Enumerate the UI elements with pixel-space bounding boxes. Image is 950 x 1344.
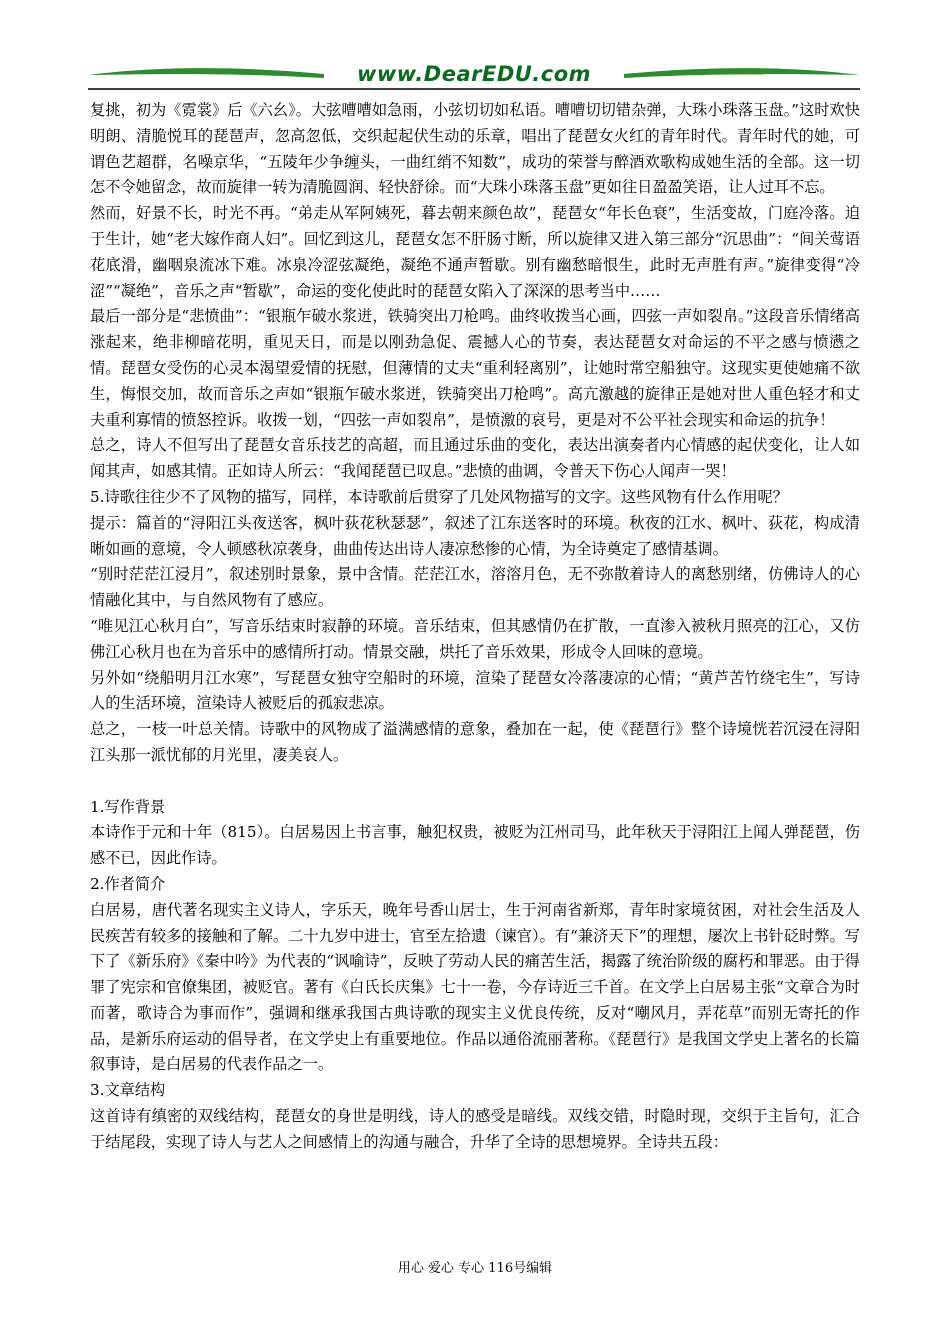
blank-line [90, 769, 860, 795]
paragraph: 另外如“绕船明月江水寒”，写琵琶女独守空船时的环境，渲染了琵琶女冷落凄凉的心情；“黄芦苦竹绕宅生”，写诗人的生活环境，渲染诗人被贬后的孤寂悲凉。 [90, 668, 860, 713]
paragraph: 2.作者简介 [90, 874, 166, 893]
paragraph: 最后一部分是“悲愤曲”：“银瓶乍破水浆迸，铁骑突出刀枪鸣。曲终收拨当心画，四弦一声如裂帛。”这段音乐情绪高涨起来，绝非柳暗花明，重见天日，而是以刚劲急促、震撼人心的节奏，表达琵琶女对命运的不平之感与愤懑之情。琵琶女受伤的心灵本渴望爱情的抚慰，但薄情的丈夫“重利轻离别”，让她时常空船独守。这现实更使她痛不欲生，悔恨交加，故而音乐之声如“银瓶乍破水浆迸，铁骑突出刀枪鸣”。高亢激越的旋律正是她对世人重色轻才和丈夫重利寡情的愤怒控诉。收拨一划，“四弦一声如裂帛”，是愤激的哀号，更是对不公平社会现实和命运的抗争！ [90, 307, 860, 429]
paragraph: 复挑，初为《霓裳》后《六幺》。大弦嘈嘈如急雨，小弦切切如私语。嘈嘈切切错杂弹，大珠小珠落玉盘。”这时欢快明朗、清脆悦耳的琵琶声，忽高忽低，交织起起伏生动的乐章，唱出了琵琶女火红的青年时代。青年时代的她，可谓色艺超群，名噪京华，“五陵年少争缠头，一曲红绡不知数”，成功的荣誉与醉酒欢歌构成她生活的全部。这一切怎不令她留念，故而旋律一转为清脆圆润、轻快舒徐。而“大珠小珠落玉盘”更如往日盈盈笑语，让人过耳不忘。 [90, 101, 860, 197]
site-logo-text: www.DearEDU.com [356, 62, 592, 86]
paragraph: 然而，好景不长，时光不再。“弟走从军阿姨死，暮去朝来颜色故”，琵琶女“年长色衰”，生活变故，门庭冷落。迫于生计，她“老大嫁作商人妇”。回忆到这儿，琵琶女怎不肝肠寸断，所以旋律又进入第三部分“沉思曲”：“间关莺语花底滑，幽咽泉流冰下难。冰泉冷涩弦凝绝，凝绝不通声暂歇。别有幽愁暗恨生，此时无声胜有声。”旋律变得“冷涩”“凝绝”，音乐之声“暂歇”，命运的变化使此时的琵琶女陷入了深深的思考当中…… [90, 204, 860, 300]
paragraph: 1.写作背景 [90, 797, 166, 816]
paragraph: 3.文章结构 [90, 1081, 166, 1100]
site-header [88, 58, 860, 96]
paragraph: 这首诗有缜密的双线结构，琵琶女的身世是明线，诗人的感受是暗线。双线交错，时隐时现，交织于主旨句，汇合于结尾段，实现了诗人与艺人之间感情上的沟通与融合，升华了全诗的思想境界。全诗共五段： [90, 1107, 860, 1151]
paragraph: 5.诗歌往往少不了风物的描写，同样，本诗歌前后贯穿了几处风物描写的文字。这些风物有什么作用呢？ [90, 487, 788, 506]
paragraph: 白居易，唐代著名现实主义诗人，字乐天，晚年号香山居士，生于河南省新郑，青年时家境贫困，对社会生活及人民疾苦有较多的接触和了解。二十九岁中进士，官至左拾遗（谏官）。有“兼济天下”的理想，屡次上书针砭时弊。写下了《新乐府》《秦中吟》为代表的“讽喻诗”，反映了劳动人民的痛苦生活，揭露了统治阶级的腐朽和罪恶。由于得罪了宪宗和官僚集团，被贬官。著有《白氏长庆集》七十一卷，今存诗近三千首。在文学上白居易主张“文章合为时而著，歌诗合为事而作”，强调和继承我国古典诗歌的现实主义优良传统，反对“嘲风月，弄花草”而别无寄托的作品，是新乐府运动的倡导者，在文学史上有重要地位。作品以通俗流丽著称。《琵琶行》是我国文学史上著名的长篇叙事诗，是白居易的代表作品之一。 [90, 900, 860, 1074]
paragraph: “别时茫茫江浸月”，叙述别时景象，景中含情。茫茫江水，溶溶月色，无不弥散着诗人的离愁别绪，仿佛诗人的心情融化其中，与自然风物有了感应。 [90, 565, 860, 610]
paragraph: 总之，一枝一叶总关情。诗歌中的风物成了溢满感情的意象，叠加在一起，使《琵琶行》整个诗境恍若沉浸在浔阳江头那一派忧郁的月光里，凄美哀人。 [90, 720, 860, 764]
paragraph: 总之，诗人不但写出了琵琶女音乐技艺的高超，而且通过乐曲的变化，表达出演奏者内心情感的起伏变化，让人如闻其声，如感其情。正如诗人所云：“我闻琵琶已叹息。”悲愤的曲调，令普天下伤心人闻声一哭！ [90, 436, 860, 481]
page-footer: 用心 爱心 专心 116号编辑 [397, 1261, 553, 1276]
paragraph: 提示：篇首的“浔阳江头夜送客，枫叶荻花秋瑟瑟”，叙述了江东送客时的环境。秋夜的江水、枫叶、荻花，构成清晰如画的意境，令人顿感秋凉袭身，曲曲传达出诗人凄凉愁惨的心情，为全诗奠定了感情基调。 [90, 513, 860, 558]
paragraph: 本诗作于元和十年（815）。白居易因上书言事，触犯权贵，被贬为江州司马，此年秋天于浔阳江上闻人弹琵琶，伤感不已，因此作诗。 [90, 823, 860, 868]
document-body [90, 98, 860, 1156]
paragraph: “唯见江心秋月白”，写音乐结束时寂静的环境。音乐结束，但其感情仍在扩散，一直渗入被秋月照亮的江心，又仿佛江心秋月也在为音乐中的感情所打动。情景交融，烘托了音乐效果，形成令人回味的意境。 [90, 616, 860, 661]
